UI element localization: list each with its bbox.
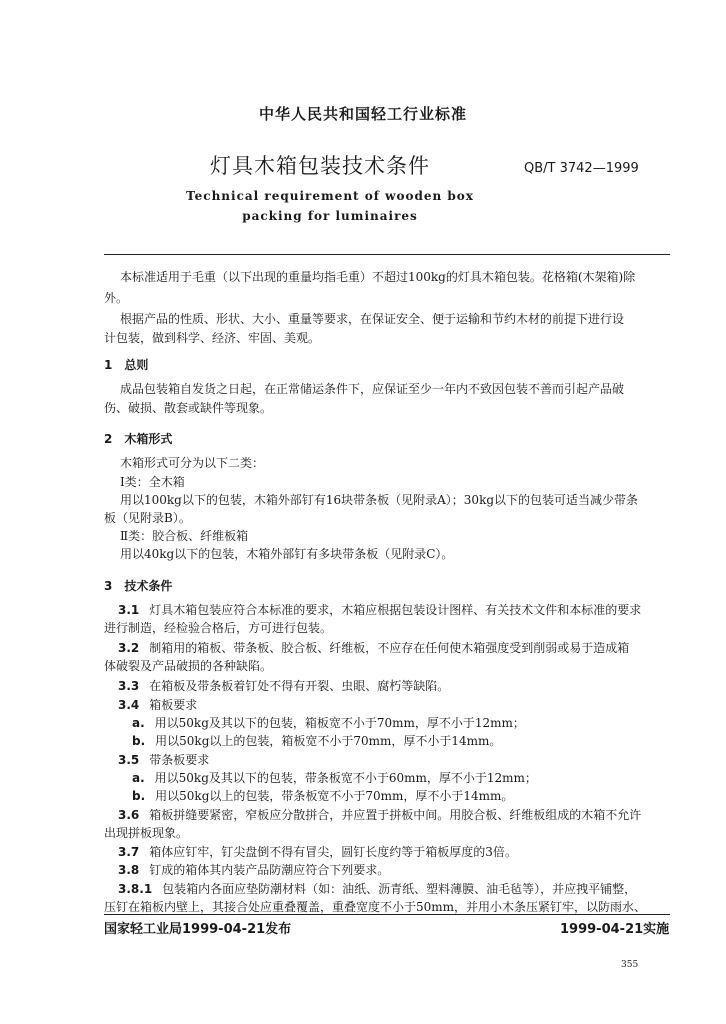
english-title-line-1: Technical requirement of wooden box [186,189,474,203]
item-text: 用以50kg及其以下的包装，带条板宽不小于60mm，厚不小于12mm； [154,771,537,785]
clause-number: 3.8 [118,863,140,877]
section-heading: 3 技术条件 [104,579,173,593]
clause-text: 包装箱内各面应垫防潮材料（如：油纸、沥青纸、塑料薄膜、油毛毡等），并应拽平铺整， [162,882,637,896]
clause-line [132,770,537,786]
clause-line [118,881,636,897]
english-title-line-2: packing for luminaires [242,209,418,223]
clause-number: 3.3 [118,679,140,693]
clause-number: 3.1 [118,603,140,617]
section-heading: 2 木箱形式 [104,432,173,446]
footer-rule [104,914,670,915]
intro-line: 根据产品的性质、形状、大小、重量等要求，在保证安全、便于运输和节约木材的前提下进行设 [120,312,625,326]
clause-number: 3.7 [118,845,140,859]
clause-line: 压钉在箱板内壁上，其接合处应重叠覆盖，重叠宽度不小于50mm，并用小木条压紧钉牢，以防雨水、 [104,900,647,914]
intro-line: 本标准适用于毛重（以下出现的重量均指毛重）不超过100kg的灯具木箱包装。花格箱(木架箱)除 [120,270,636,284]
standard-number: QB/T 3742—1999 [524,161,639,176]
english-title [150,186,510,226]
intro-line: 外。 [104,291,129,305]
clause-line [118,807,641,823]
clause-line: 进行制造，经检验合格后，方可进行包装。 [104,621,333,635]
clause-text: 钉成的箱体其内装产品防潮应符合下列要求。 [149,863,390,877]
item-marker: a. [132,716,145,730]
body-line: 成品包装箱自发货之日起，在正常储运条件下，应保证至少一年内不致因包装不善而引起产品破 [120,382,625,396]
item-text: 用以50kg及其以下的包装，箱板宽不小于70mm，厚不小于12mm； [154,716,525,730]
header-rule [104,254,670,255]
intro-line: 计包装，做到科学、经济、牢固、美观。 [104,331,321,345]
clause-line [118,678,449,694]
document-title: 灯具木箱包装技术条件 [210,154,430,178]
clause-line [118,844,517,860]
clause-line [118,752,209,768]
item-marker: b. [132,734,146,748]
body-line: 木箱形式可分为以下二类： [120,456,265,470]
item-marker: b. [132,789,146,803]
clause-text: 制箱用的箱板、带条板、胶合板、纤维板，不应存在任何使木箱强度受到削弱或易于造成箱 [149,641,630,655]
body-line: Ⅱ类：胶合板、纤维板箱 [120,529,249,543]
clause-line [118,602,641,618]
section-heading: 1 总则 [104,358,149,372]
clause-text: 带条板要求 [149,753,210,767]
clause-number: 3.6 [118,808,140,822]
clause-line [118,697,197,713]
item-text: 用以50kg以上的包装，箱板宽不小于70mm，厚不小于14mm。 [155,734,502,748]
page-number: 355 [621,960,639,970]
body-line: Ⅰ类：全木箱 [120,475,185,489]
item-marker: a. [132,771,145,785]
effective-date: 1999-04-21实施 [560,922,670,937]
clause-text: 在箱板及带条板着钉处不得有开裂、虫眼、腐朽等缺陷。 [149,679,450,693]
clause-line [132,788,513,804]
body-line: 板（见附录B）。 [104,511,191,525]
issuing-organization: 中华人民共和国轻工行业标准 [258,105,467,123]
clause-text: 箱板拼缝要紧密，窄板应分散拼合，并应置于拼板中间。用胶合板、纤维板组成的木箱不允许 [149,808,642,822]
clause-line [132,733,501,749]
body-line: 用以40kg以下的包装，木箱外部钉有多块带条板（见附录C）。 [120,547,454,561]
clause-text: 箱板要求 [149,698,198,712]
clause-number: 3.5 [118,753,140,767]
issue-date: 国家轻工业局1999-04-21发布 [104,922,292,937]
clause-number: 3.4 [118,698,140,712]
clause-line [118,862,389,878]
clause-number: 3.2 [118,641,140,655]
clause-line: 体破裂及产品破损的各种缺陷。 [104,659,273,673]
item-text: 用以50kg以上的包装，带条板宽不小于70mm，厚不小于14mm。 [155,789,514,803]
body-line: 用以100kg以下的包装，木箱外部钉有16块带条板（见附录A）；30kg以下的包装可适当减少带条 [120,493,639,507]
body-line: 伤、破损、散套或缺件等现象。 [104,401,273,415]
clause-text: 灯具木箱包装应符合本标准的要求，木箱应根据包装设计图样、有关技术文件和本标准的要求 [149,603,642,617]
clause-line: 出现拼板现象。 [104,826,189,840]
clause-line [118,640,629,656]
clause-line [132,715,525,731]
clause-text: 箱体应钉牢，钉尖盘倒不得有冒尖，圆钉长度约等于箱板厚度的3倍。 [149,845,517,859]
clause-number: 3.8.1 [118,882,153,896]
